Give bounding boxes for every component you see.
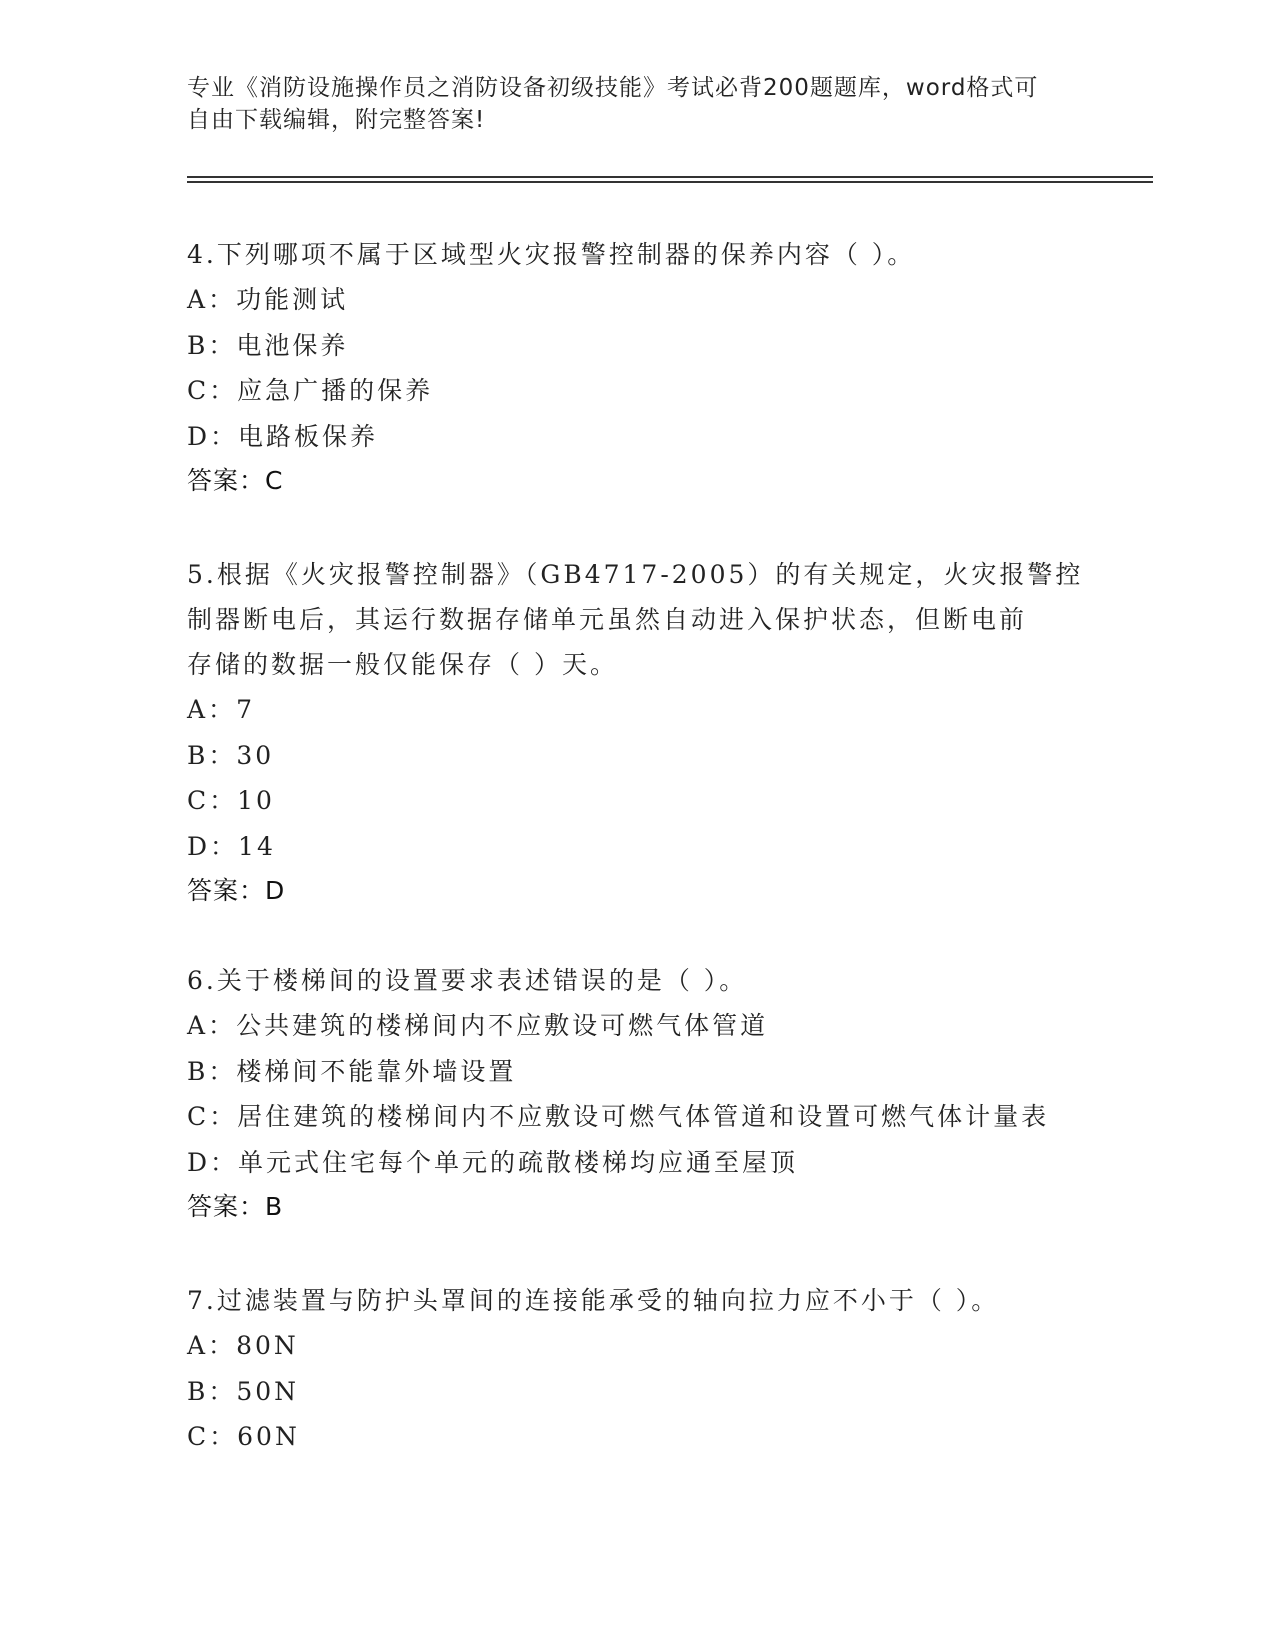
answer-label: 答案：D bbox=[187, 876, 286, 905]
option-b bbox=[187, 1049, 1087, 1095]
option-c bbox=[187, 1094, 1087, 1140]
question-6 bbox=[187, 958, 1087, 1229]
option-key: A： bbox=[187, 1011, 237, 1040]
stem-line: 5.根据《火灾报警控制器》（GB4717-2005）的有关规定，火灾报警控 bbox=[187, 560, 1084, 589]
option-a bbox=[187, 1003, 1087, 1049]
option-key: D： bbox=[187, 831, 239, 861]
stem-line: 7.过滤装置与防护头罩间的连接能承受的轴向拉力应不小于（ ）。 bbox=[187, 1286, 1000, 1315]
option-text: 公共建筑的楼梯间内不应敷设可燃气体管道 bbox=[236, 1011, 769, 1040]
option-b bbox=[187, 733, 1087, 779]
option-text: 80N bbox=[236, 1331, 299, 1360]
document-header bbox=[187, 72, 1067, 136]
question-stem bbox=[187, 958, 1087, 1003]
header-divider-top bbox=[187, 176, 1153, 178]
question-stem bbox=[187, 1278, 1087, 1323]
stem-line: 6.关于楼梯间的设置要求表述错误的是（ ）。 bbox=[187, 966, 748, 995]
question-stem bbox=[187, 552, 1087, 687]
header-line-2: 自由下载编辑，附完整答案! bbox=[187, 107, 486, 133]
header-line-1: 专业《消防设施操作员之消防设备初级技能》考试必背200题题库，word格式可 bbox=[187, 75, 1039, 101]
option-text: 14 bbox=[238, 831, 276, 861]
option-text: 单元式住宅每个单元的疏散楼梯均应通至屋顶 bbox=[238, 1147, 799, 1177]
option-a bbox=[187, 277, 1087, 323]
option-key: B： bbox=[187, 740, 237, 770]
option-text: 楼梯间不能靠外墙设置 bbox=[236, 1056, 517, 1086]
option-key: C： bbox=[187, 786, 238, 815]
option-b bbox=[187, 1369, 1087, 1415]
option-key: B： bbox=[187, 330, 237, 360]
option-text: 居住建筑的楼梯间内不应敷设可燃气体管道和设置可燃气体计量表 bbox=[237, 1102, 1050, 1131]
option-key: A： bbox=[187, 1331, 237, 1360]
option-text: 功能测试 bbox=[236, 285, 349, 314]
option-key: C： bbox=[187, 1422, 238, 1451]
option-text: 10 bbox=[237, 786, 275, 815]
option-key: A： bbox=[187, 695, 237, 724]
option-text: 应急广播的保养 bbox=[237, 376, 434, 405]
option-key: D： bbox=[187, 1147, 239, 1177]
option-b bbox=[187, 323, 1087, 369]
option-text: 电路板保养 bbox=[238, 421, 379, 451]
option-d bbox=[187, 414, 1087, 460]
option-key: B： bbox=[187, 1376, 237, 1406]
option-c bbox=[187, 368, 1087, 414]
option-d bbox=[187, 824, 1087, 870]
option-key: B： bbox=[187, 1056, 237, 1086]
answer-label: 答案：C bbox=[187, 466, 284, 495]
option-d bbox=[187, 1140, 1087, 1186]
option-text: 7 bbox=[236, 695, 255, 724]
option-text: 60N bbox=[237, 1422, 300, 1451]
option-text: 30 bbox=[236, 740, 275, 770]
option-key: C： bbox=[187, 1102, 238, 1131]
question-stem bbox=[187, 232, 1087, 277]
option-key: D： bbox=[187, 421, 239, 451]
question-4 bbox=[187, 232, 1087, 503]
header-divider-bottom bbox=[187, 181, 1153, 183]
option-text: 50N bbox=[236, 1376, 300, 1406]
option-key: A： bbox=[187, 285, 237, 314]
answer-label: 答案：B bbox=[187, 1192, 284, 1221]
stem-line: 存储的数据一般仅能保存（ ）天。 bbox=[187, 650, 618, 679]
option-c bbox=[187, 1414, 1087, 1460]
stem-line: 4.下列哪项不属于区域型火灾报警控制器的保养内容（ ）。 bbox=[187, 240, 916, 269]
option-text: 电池保养 bbox=[236, 330, 349, 360]
option-c bbox=[187, 778, 1087, 824]
question-5 bbox=[187, 552, 1087, 913]
option-key: C： bbox=[187, 376, 238, 405]
stem-line: 制器断电后，其运行数据存储单元虽然自动进入保护状态，但断电前 bbox=[187, 605, 1028, 634]
option-a bbox=[187, 687, 1087, 733]
option-a bbox=[187, 1323, 1087, 1369]
question-7 bbox=[187, 1278, 1087, 1460]
